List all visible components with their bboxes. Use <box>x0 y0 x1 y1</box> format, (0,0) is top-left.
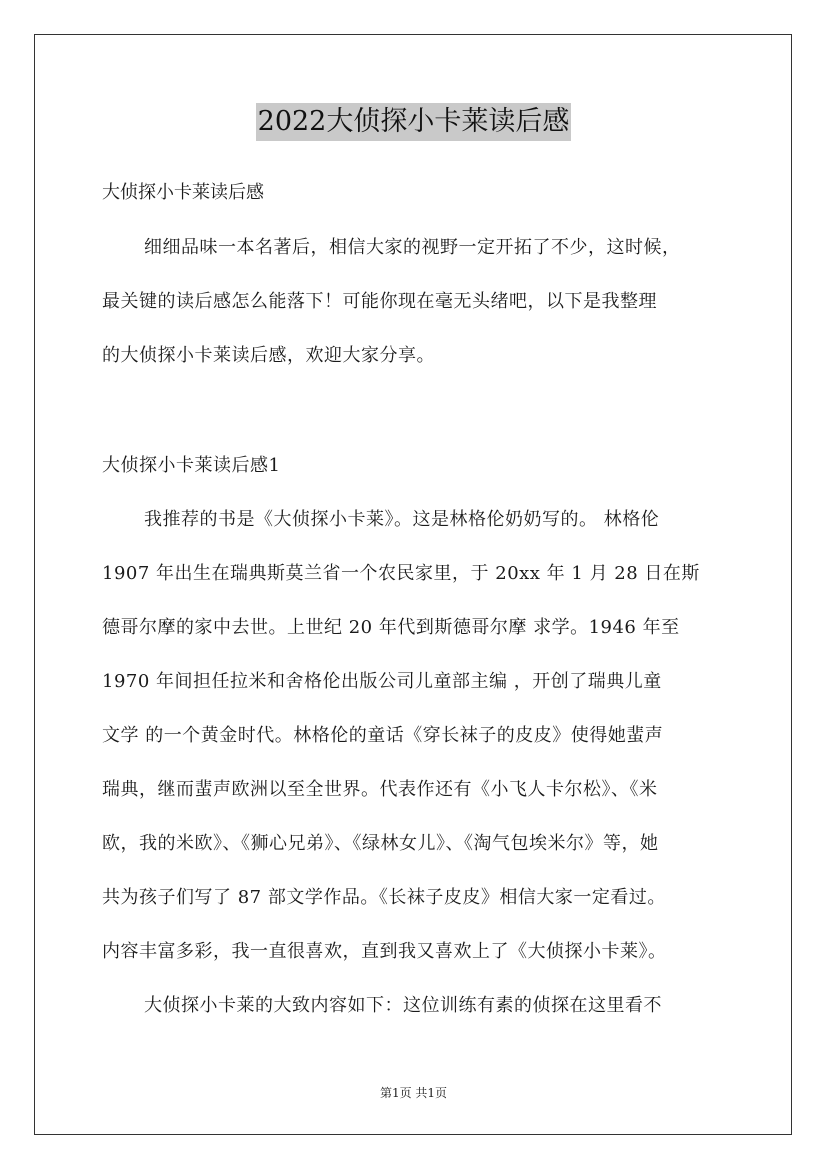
body-line: 欧，我的米欧》、《狮心兄弟》、《绿林女儿》、《淘气包埃米尔》等，她 <box>102 833 659 854</box>
body-line: 文学 的一个黄金时代。林格伦的童话《穿长袜子的皮皮》使得她蜚声 <box>102 725 664 746</box>
body-line: 1970 年间担任拉米和舍格伦出版公司儿童部主编 ，开创了瑞典儿童 <box>102 671 662 692</box>
page-footer: 第1页 共1页 <box>379 1086 448 1100</box>
body-line: 共为孩子们写了 87 部文学作品。《长袜子皮皮》相信大家一定看过。 <box>102 887 666 908</box>
body-line: 内容丰富多彩，我一直很喜欢，直到我又喜欢上了《大侦探小卡莱》。 <box>102 941 667 962</box>
section-heading: 大侦探小卡莱读后感1 <box>102 455 281 476</box>
body-line: 1907 年出生在瑞典斯莫兰省一个农民家里，于 20xx 年 1 月 28 日在斯 <box>102 563 700 584</box>
intro-line: 细细品味一本名著后，相信大家的视野一定开拓了不少，这时候， <box>144 237 681 258</box>
document-subtitle: 大侦探小卡莱读后感 <box>102 182 264 203</box>
body-line: 德哥尔摩的家中去世。上世纪 20 年代到斯德哥尔摩 求学。1946 年至 <box>102 617 680 638</box>
title-container <box>0 103 827 141</box>
body-line: 大侦探小卡莱的大致内容如下：这位训练有素的侦探在这里看不 <box>144 995 662 1016</box>
body-line: 我推荐的书是《大侦探小卡莱》。这是林格伦奶奶写的。 林格伦 <box>144 509 660 530</box>
document-title: 2022大侦探小卡莱读后感 <box>256 103 572 141</box>
body-line: 瑞典，继而蜚声欧洲以至全世界。代表作还有《小飞人卡尔松》、《米 <box>102 779 658 800</box>
intro-line: 的大侦探小卡莱读后感，欢迎大家分享。 <box>102 345 435 366</box>
intro-line: 最关键的读后感怎么能落下！可能你现在毫无头绪吧，以下是我整理 <box>102 291 657 312</box>
